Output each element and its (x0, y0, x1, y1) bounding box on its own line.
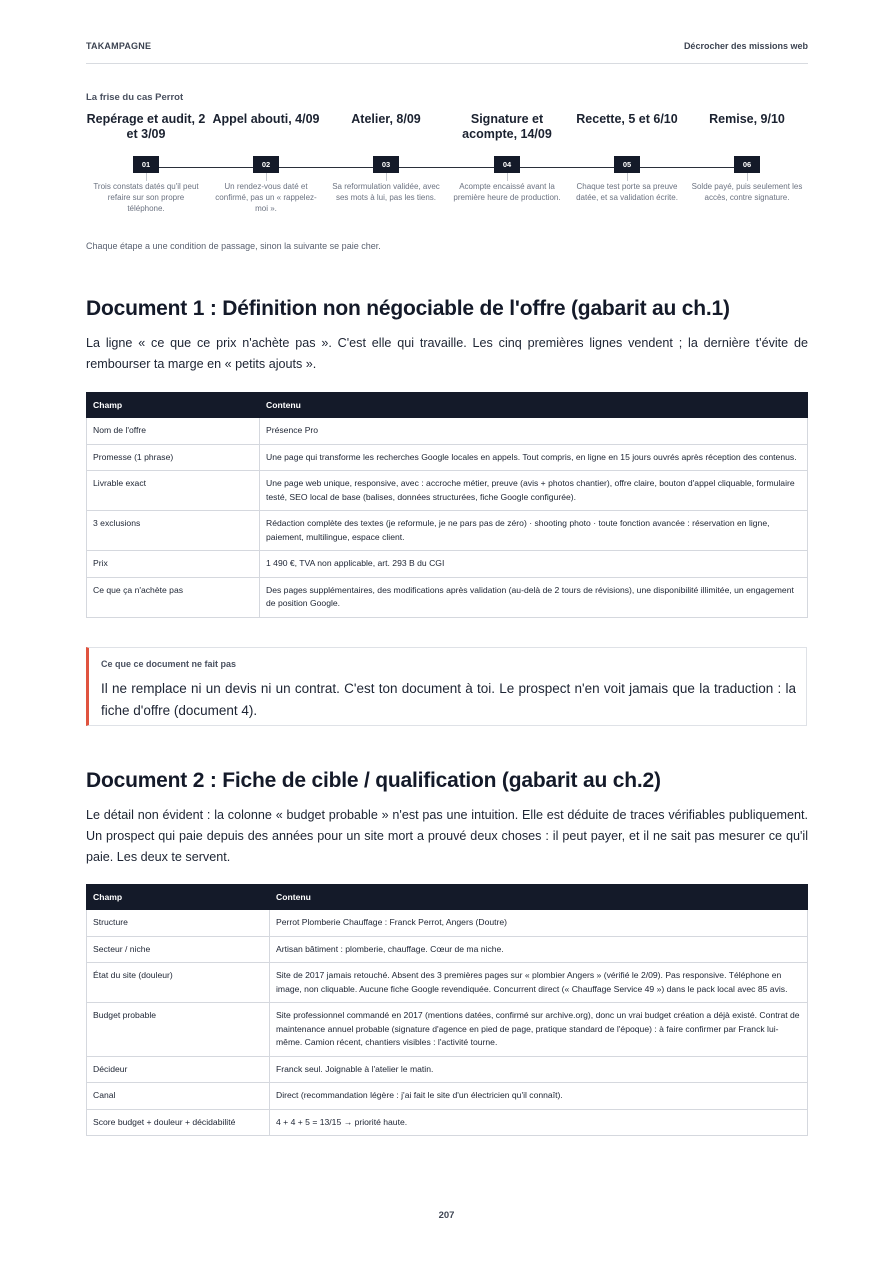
table-header-row (87, 885, 808, 910)
cell-field: Structure (87, 910, 270, 937)
callout-title: Ce que ce document ne fait pas (101, 659, 237, 669)
cell-field: Prix (87, 551, 260, 578)
timeline-step-number: 04 (494, 156, 520, 173)
table-row (87, 444, 808, 471)
timeline-step-title: Repérage et audit, 2 et 3/09 (86, 112, 206, 141)
timeline-step-desc: Sa reformulation validée, avec ses mots à lui, pas les tiens. (332, 182, 440, 202)
table-row (87, 471, 808, 511)
cell-content: Une page web unique, responsive, avec : accroche métier, preuve (avis + photos chantier), offre claire, bouton d'appel cliquable, formulaire testé, SEO local de base (balises, données structurées, fiche Google configurée). (260, 471, 808, 511)
timeline-step-desc: Solde payé, puis seulement les accès, contre signature. (691, 182, 803, 202)
cell-field: 3 exclusions (87, 511, 260, 551)
timeline-step (567, 112, 687, 203)
page-number: 207 (438, 1210, 455, 1221)
header-chapter-title: Décrocher des missions web (683, 41, 808, 51)
cell-content: Site professionnel commandé en 2017 (mentions datées, confirmé sur archive.org), donc un vrai budget création a déjà existé. Contrat de maintenance annuel probable (signature d'agence en pied de page, pratique standard de l'époque) : à faire confirmer par Franck lui-même. Camion récent, chantiers visibles : l'activité tourne. (270, 1003, 808, 1057)
cell-content: Site de 2017 jamais retouché. Absent des 3 premières pages sur « plombier Angers » (vérifié le 2/09). Pas responsive. Téléphone en image, non cliquable. Aucune fiche Google revendiquée. Concurrent direct (« Chauffage Service 49 ») dans le pack local avec 85 avis. (270, 963, 808, 1003)
cell-field: Livrable exact (87, 471, 260, 511)
column-header-content: Contenu (270, 885, 808, 910)
timeline-tick (507, 173, 508, 181)
table-row (87, 1083, 808, 1110)
doc1-table (86, 392, 808, 618)
column-header-content: Contenu (260, 393, 808, 418)
cell-content: Artisan bâtiment : plomberie, chauffage. Cœur de ma niche. (270, 936, 808, 963)
timeline-note: Chaque étape a une condition de passage, sinon la suivante se paie cher. (86, 241, 381, 251)
doc1-heading: Document 1 : Définition non négociable de l'offre (gabarit au ch.1) (86, 297, 730, 320)
table-row (87, 1056, 808, 1083)
timeline-step-number: 01 (133, 156, 159, 173)
timeline-step-title: Remise, 9/10 (709, 112, 785, 126)
column-header-field: Champ (87, 885, 270, 910)
cell-content: 4 + 4 + 5 = 13/15 → priorité haute. (270, 1109, 808, 1136)
table-row (87, 910, 808, 937)
cell-content: Une page qui transforme les recherches Google locales en appels. Tout compris, en ligne en 15 jours ouvrés après réception des contenus. (260, 444, 808, 471)
table-row (87, 963, 808, 1003)
table-row (87, 1109, 808, 1136)
page-header (86, 39, 808, 64)
timeline-step (326, 112, 446, 203)
timeline-step-title: Recette, 5 et 6/10 (576, 112, 678, 126)
cell-content: Rédaction complète des textes (je reformule, je ne pars pas de zéro) · shooting photo · toute fonction avancée : réservation en ligne, paiement, multilingue, espace client. (260, 511, 808, 551)
doc1-intro: La ligne « ce que ce prix n'achète pas ». C'est elle qui travaille. Les cinq premières lignes vendent ; la dernière t'évite de rembourser ta marge en « petits ajouts ». (86, 336, 808, 371)
doc2-table (86, 884, 808, 1136)
cell-field: Score budget + douleur + décidabilité (87, 1109, 270, 1136)
cell-content: Direct (recommandation légère : j'ai fait le site d'un électricien qu'il connaît). (270, 1083, 808, 1110)
timeline-step-desc: Trois constats datés qu'il peut refaire sur son propre téléphone. (93, 182, 199, 213)
table-row (87, 1003, 808, 1057)
cell-field: Canal (87, 1083, 270, 1110)
table-row (87, 511, 808, 551)
cell-field: Nom de l'offre (87, 418, 260, 445)
cell-field: Ce que ça n'achète pas (87, 577, 260, 617)
timeline-step (206, 112, 326, 214)
column-header-field: Champ (87, 393, 260, 418)
callout-body: Il ne remplace ni un devis ni un contrat. C'est ton document à toi. Le prospect n'en voit jamais que la traduction : la fiche d'offre (document 4). (101, 681, 796, 718)
timeline-step-desc: Un rendez-vous daté et confirmé, pas un « rappelez-moi ». (215, 182, 317, 213)
table-row (87, 418, 808, 445)
timeline-step (86, 112, 206, 214)
timeline-step-number: 02 (253, 156, 279, 173)
timeline-step-title: Appel abouti, 4/09 (212, 112, 320, 126)
callout-note (86, 647, 807, 726)
cell-field: Secteur / niche (87, 936, 270, 963)
timeline-step (687, 112, 807, 203)
timeline-step-number: 03 (373, 156, 399, 173)
cell-content: Franck seul. Joignable à l'atelier le matin. (270, 1056, 808, 1083)
timeline-tick (146, 173, 147, 181)
timeline-step-desc: Acompte encaissé avant la première heure de production. (453, 182, 561, 202)
timeline-tick (266, 173, 267, 181)
cell-content: Perrot Plomberie Chauffage : Franck Perrot, Angers (Doutre) (270, 910, 808, 937)
cell-field: État du site (douleur) (87, 963, 270, 1003)
table-row (87, 936, 808, 963)
doc2-intro: Le détail non évident : la colonne « budget probable » n'est pas une intuition. Elle est déduite de traces vérifiables publiquement. Un prospect qui paie depuis des années pour un site mort a prouvé deux choses : il peut payer, et il ne sait pas mesurer ce qu'il paie. Les deux te servent. (86, 808, 808, 864)
cell-content: Des pages supplémentaires, des modifications après validation (au-delà de 2 tours de révisions), une disponibilité illimitée, un engagement de position Google. (260, 577, 808, 617)
timeline-label: La frise du cas Perrot (86, 92, 184, 103)
timeline-step-title: Signature et acompte, 14/09 (462, 112, 552, 141)
timeline-step-desc: Chaque test porte sa preuve datée, et sa validation écrite. (576, 182, 678, 202)
cell-content: Présence Pro (260, 418, 808, 445)
timeline-step-number: 06 (734, 156, 760, 173)
timeline-step-title: Atelier, 8/09 (351, 112, 421, 126)
timeline-step (447, 112, 567, 203)
table-row (87, 577, 808, 617)
cell-field: Décideur (87, 1056, 270, 1083)
timeline-tick (747, 173, 748, 181)
cell-content: 1 490 €, TVA non applicable, art. 293 B du CGI (260, 551, 808, 578)
table-header-row (87, 393, 808, 418)
doc2-heading: Document 2 : Fiche de cible / qualification (gabarit au ch.2) (86, 769, 661, 792)
cell-field: Promesse (1 phrase) (87, 444, 260, 471)
timeline-tick (627, 173, 628, 181)
timeline-step-number: 05 (614, 156, 640, 173)
timeline-tick (386, 173, 387, 181)
table-row (87, 551, 808, 578)
timeline (86, 112, 808, 240)
cell-field: Budget probable (87, 1003, 270, 1057)
header-brand: TAKAMPAGNE (86, 41, 152, 51)
